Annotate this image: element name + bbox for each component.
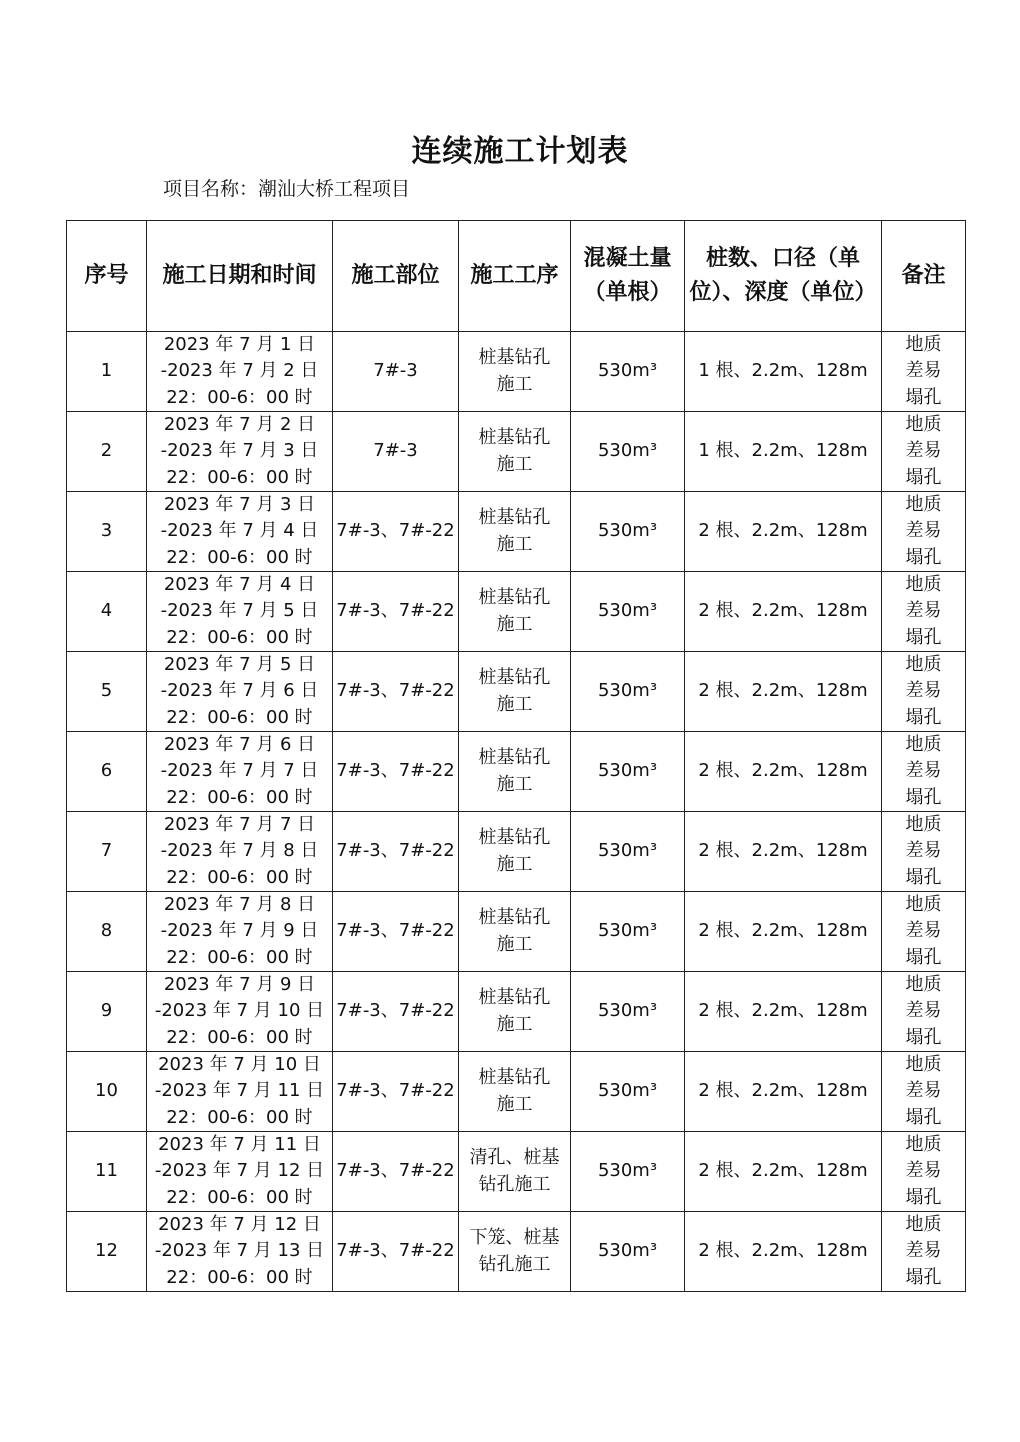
row-process-line1: 清孔、桩基 (469, 1147, 560, 1169)
row-part: 7#-3 (333, 412, 459, 492)
row-volume: 530m³ (571, 732, 685, 812)
row-piles: 2 根、2.2m、128m (685, 1212, 882, 1292)
table-row (67, 1132, 966, 1212)
row-process (459, 972, 571, 1052)
row-no: 2 (67, 412, 147, 492)
row-date-start: 2023 年 7 月 1 日 (163, 334, 316, 356)
row-date-end: -2023 年 7 月 3 日 (160, 440, 319, 462)
row-process-line1: 桩基钻孔 (478, 347, 551, 369)
header-part: 施工部位 (333, 221, 459, 332)
row-process-line2: 施工 (496, 373, 533, 395)
row-date-end: -2023 年 7 月 13 日 (154, 1240, 325, 1262)
row-process-line1: 下笼、桩基 (469, 1227, 560, 1249)
row-note-line1: 地质 (905, 894, 942, 916)
row-process (459, 332, 571, 412)
page-title: 连续施工计划表 (411, 134, 629, 169)
row-process-line1: 桩基钻孔 (478, 907, 551, 929)
row-part: 7#-3、7#-22 (333, 652, 459, 732)
table-row (67, 892, 966, 972)
row-note-line3: 塌孔 (905, 706, 942, 728)
row-date-end: -2023 年 7 月 4 日 (160, 520, 319, 542)
row-note-line3: 塌孔 (905, 866, 942, 888)
row-note-line3: 塌孔 (905, 546, 942, 568)
row-note-line1: 地质 (905, 414, 942, 436)
row-process (459, 732, 571, 812)
row-date-end: -2023 年 7 月 10 日 (154, 1000, 325, 1022)
row-note-line2: 差易 (905, 1000, 942, 1022)
row-note (882, 652, 966, 732)
row-process (459, 1052, 571, 1132)
row-volume: 530m³ (571, 1212, 685, 1292)
row-date-start: 2023 年 7 月 8 日 (163, 894, 316, 916)
row-note-line1: 地质 (905, 334, 942, 356)
row-volume: 530m³ (571, 1052, 685, 1132)
table-row (67, 732, 966, 812)
row-note-line1: 地质 (905, 1134, 942, 1156)
table-row (67, 572, 966, 652)
row-time: 22：00-6：00 时 (166, 946, 313, 968)
row-note (882, 492, 966, 572)
row-process-line2: 施工 (496, 1013, 533, 1035)
row-date-time (147, 812, 333, 892)
row-process-line2: 施工 (496, 693, 533, 715)
row-process-line1: 桩基钻孔 (478, 747, 551, 769)
row-note-line2: 差易 (905, 520, 942, 542)
row-note (882, 332, 966, 412)
row-note-line1: 地质 (905, 734, 942, 756)
row-process-line1: 桩基钻孔 (478, 827, 551, 849)
row-process-line2: 钻孔施工 (478, 1173, 551, 1195)
row-date-time (147, 1052, 333, 1132)
row-date-time (147, 492, 333, 572)
row-part: 7#-3、7#-22 (333, 892, 459, 972)
table-row (67, 332, 966, 412)
row-process-line2: 施工 (496, 933, 533, 955)
row-date-start: 2023 年 7 月 9 日 (163, 974, 316, 996)
row-note-line3: 塌孔 (905, 626, 942, 648)
row-date-start: 2023 年 7 月 11 日 (158, 1134, 321, 1156)
row-process (459, 652, 571, 732)
row-note-line2: 差易 (905, 760, 942, 782)
row-process-line1: 桩基钻孔 (478, 1067, 551, 1089)
row-volume: 530m³ (571, 332, 685, 412)
row-note (882, 1132, 966, 1212)
header-process: 施工工序 (459, 221, 571, 332)
table-row (67, 652, 966, 732)
row-date-start: 2023 年 7 月 5 日 (163, 654, 316, 676)
row-time: 22：00-6：00 时 (166, 1026, 313, 1048)
row-volume: 530m³ (571, 412, 685, 492)
row-note (882, 732, 966, 812)
row-process-line2: 施工 (496, 773, 533, 795)
row-piles: 2 根、2.2m、128m (685, 1132, 882, 1212)
row-part: 7#-3、7#-22 (333, 812, 459, 892)
table-row (67, 1052, 966, 1132)
row-date-end: -2023 年 7 月 7 日 (160, 760, 319, 782)
row-date-end: -2023 年 7 月 6 日 (160, 680, 319, 702)
row-note-line1: 地质 (905, 574, 942, 596)
row-date-end: -2023 年 7 月 8 日 (160, 840, 319, 862)
row-no: 5 (67, 652, 147, 732)
row-process-line1: 桩基钻孔 (478, 507, 551, 529)
table-row (67, 1212, 966, 1292)
header-piles-line2: 位）、深度（单位） (689, 280, 877, 305)
row-piles: 2 根、2.2m、128m (685, 1052, 882, 1132)
row-note-line3: 塌孔 (905, 1186, 942, 1208)
table-row (67, 812, 966, 892)
header-piles-line1: 桩数、口径（单 (705, 245, 860, 271)
row-note (882, 572, 966, 652)
row-date-start: 2023 年 7 月 6 日 (163, 734, 316, 756)
row-volume: 530m³ (571, 652, 685, 732)
row-piles: 2 根、2.2m、128m (685, 492, 882, 572)
row-process-line2: 施工 (496, 1093, 533, 1115)
row-piles: 2 根、2.2m、128m (685, 892, 882, 972)
row-note-line3: 塌孔 (905, 786, 942, 808)
row-note-line1: 地质 (905, 814, 942, 836)
row-process (459, 1132, 571, 1212)
row-note-line2: 差易 (905, 840, 942, 862)
row-note-line1: 地质 (905, 494, 942, 516)
row-note (882, 812, 966, 892)
row-time: 22：00-6：00 时 (166, 546, 313, 568)
row-note-line3: 塌孔 (905, 466, 942, 488)
row-process (459, 492, 571, 572)
row-piles: 1 根、2.2m、128m (685, 412, 882, 492)
row-part: 7#-3、7#-22 (333, 572, 459, 652)
row-date-start: 2023 年 7 月 10 日 (158, 1054, 321, 1076)
row-volume: 530m³ (571, 572, 685, 652)
row-process-line1: 桩基钻孔 (478, 427, 551, 449)
row-volume: 530m³ (571, 892, 685, 972)
row-date-time (147, 572, 333, 652)
row-note (882, 892, 966, 972)
row-note-line1: 地质 (905, 1054, 942, 1076)
row-no: 12 (67, 1212, 147, 1292)
table-row (67, 492, 966, 572)
row-piles: 2 根、2.2m、128m (685, 732, 882, 812)
row-no: 6 (67, 732, 147, 812)
row-note-line3: 塌孔 (905, 1266, 942, 1288)
row-no: 10 (67, 1052, 147, 1132)
row-note-line2: 差易 (905, 1080, 942, 1102)
row-note-line2: 差易 (905, 920, 942, 942)
row-part: 7#-3、7#-22 (333, 1052, 459, 1132)
row-date-time (147, 732, 333, 812)
row-part: 7#-3 (333, 332, 459, 412)
row-note (882, 972, 966, 1052)
row-piles: 2 根、2.2m、128m (685, 812, 882, 892)
row-note (882, 412, 966, 492)
row-date-end: -2023 年 7 月 12 日 (154, 1160, 325, 1182)
header-date: 施工日期和时间 (147, 221, 333, 332)
row-date-end: -2023 年 7 月 5 日 (160, 600, 319, 622)
header-no: 序号 (67, 221, 147, 332)
row-part: 7#-3、7#-22 (333, 492, 459, 572)
row-process-line1: 桩基钻孔 (478, 587, 551, 609)
row-note (882, 1212, 966, 1292)
row-note-line2: 差易 (905, 1160, 942, 1182)
row-piles: 1 根、2.2m、128m (685, 332, 882, 412)
row-no: 8 (67, 892, 147, 972)
row-time: 22：00-6：00 时 (166, 1106, 313, 1128)
row-process (459, 412, 571, 492)
row-date-start: 2023 年 7 月 2 日 (163, 414, 316, 436)
row-process-line2: 施工 (496, 853, 533, 875)
row-date-time (147, 972, 333, 1052)
header-concrete-line2: （单根） (583, 280, 672, 305)
row-date-time (147, 652, 333, 732)
row-process-line2: 施工 (496, 453, 533, 475)
row-process (459, 572, 571, 652)
construction-plan-table (66, 220, 966, 1292)
row-date-end: -2023 年 7 月 2 日 (160, 360, 319, 382)
row-process (459, 892, 571, 972)
row-note-line2: 差易 (905, 600, 942, 622)
row-note-line3: 塌孔 (905, 1026, 942, 1048)
row-note-line3: 塌孔 (905, 386, 942, 408)
row-piles: 2 根、2.2m、128m (685, 652, 882, 732)
row-no: 1 (67, 332, 147, 412)
row-no: 11 (67, 1132, 147, 1212)
row-part: 7#-3、7#-22 (333, 1212, 459, 1292)
row-part: 7#-3、7#-22 (333, 1132, 459, 1212)
row-process-line2: 施工 (496, 533, 533, 555)
row-time: 22：00-6：00 时 (166, 1266, 313, 1288)
row-process-line2: 施工 (496, 613, 533, 635)
row-piles: 2 根、2.2m、128m (685, 572, 882, 652)
row-process-line1: 桩基钻孔 (478, 987, 551, 1009)
row-date-start: 2023 年 7 月 7 日 (163, 814, 316, 836)
row-process-line2: 钻孔施工 (478, 1253, 551, 1275)
row-no: 3 (67, 492, 147, 572)
row-time: 22：00-6：00 时 (166, 786, 313, 808)
row-process (459, 1212, 571, 1292)
row-date-time (147, 332, 333, 412)
row-time: 22：00-6：00 时 (166, 1186, 313, 1208)
row-volume: 530m³ (571, 492, 685, 572)
row-process-line1: 桩基钻孔 (478, 667, 551, 689)
row-date-end: -2023 年 7 月 9 日 (160, 920, 319, 942)
header-piles (685, 221, 882, 332)
row-part: 7#-3、7#-22 (333, 972, 459, 1052)
row-date-time (147, 1212, 333, 1292)
row-part: 7#-3、7#-22 (333, 732, 459, 812)
row-date-start: 2023 年 7 月 3 日 (163, 494, 316, 516)
row-date-start: 2023 年 7 月 4 日 (163, 574, 316, 596)
row-date-time (147, 412, 333, 492)
table-row (67, 972, 966, 1052)
header-note: 备注 (882, 221, 966, 332)
row-note-line2: 差易 (905, 440, 942, 462)
table-header-row (67, 221, 966, 332)
row-time: 22：00-6：00 时 (166, 386, 313, 408)
row-note-line2: 差易 (905, 1240, 942, 1262)
row-no: 9 (67, 972, 147, 1052)
row-time: 22：00-6：00 时 (166, 866, 313, 888)
row-volume: 530m³ (571, 812, 685, 892)
row-note-line1: 地质 (905, 1214, 942, 1236)
project-name: 项目名称：潮汕大桥工程项目 (163, 178, 411, 200)
row-volume: 530m³ (571, 1132, 685, 1212)
row-time: 22：00-6：00 时 (166, 626, 313, 648)
row-time: 22：00-6：00 时 (166, 706, 313, 728)
table-body (67, 332, 966, 1292)
table-row (67, 412, 966, 492)
row-note-line1: 地质 (905, 974, 942, 996)
row-date-time (147, 1132, 333, 1212)
row-note-line2: 差易 (905, 360, 942, 382)
row-note (882, 1052, 966, 1132)
row-note-line3: 塌孔 (905, 946, 942, 968)
row-volume: 530m³ (571, 972, 685, 1052)
row-date-end: -2023 年 7 月 11 日 (154, 1080, 325, 1102)
row-no: 4 (67, 572, 147, 652)
row-process (459, 812, 571, 892)
row-time: 22：00-6：00 时 (166, 466, 313, 488)
row-note-line2: 差易 (905, 680, 942, 702)
row-no: 7 (67, 812, 147, 892)
header-concrete-line1: 混凝土量 (583, 245, 672, 271)
row-note-line3: 塌孔 (905, 1106, 942, 1128)
row-piles: 2 根、2.2m、128m (685, 972, 882, 1052)
row-note-line1: 地质 (905, 654, 942, 676)
header-concrete (571, 221, 685, 332)
row-date-start: 2023 年 7 月 12 日 (158, 1214, 321, 1236)
row-date-time (147, 892, 333, 972)
